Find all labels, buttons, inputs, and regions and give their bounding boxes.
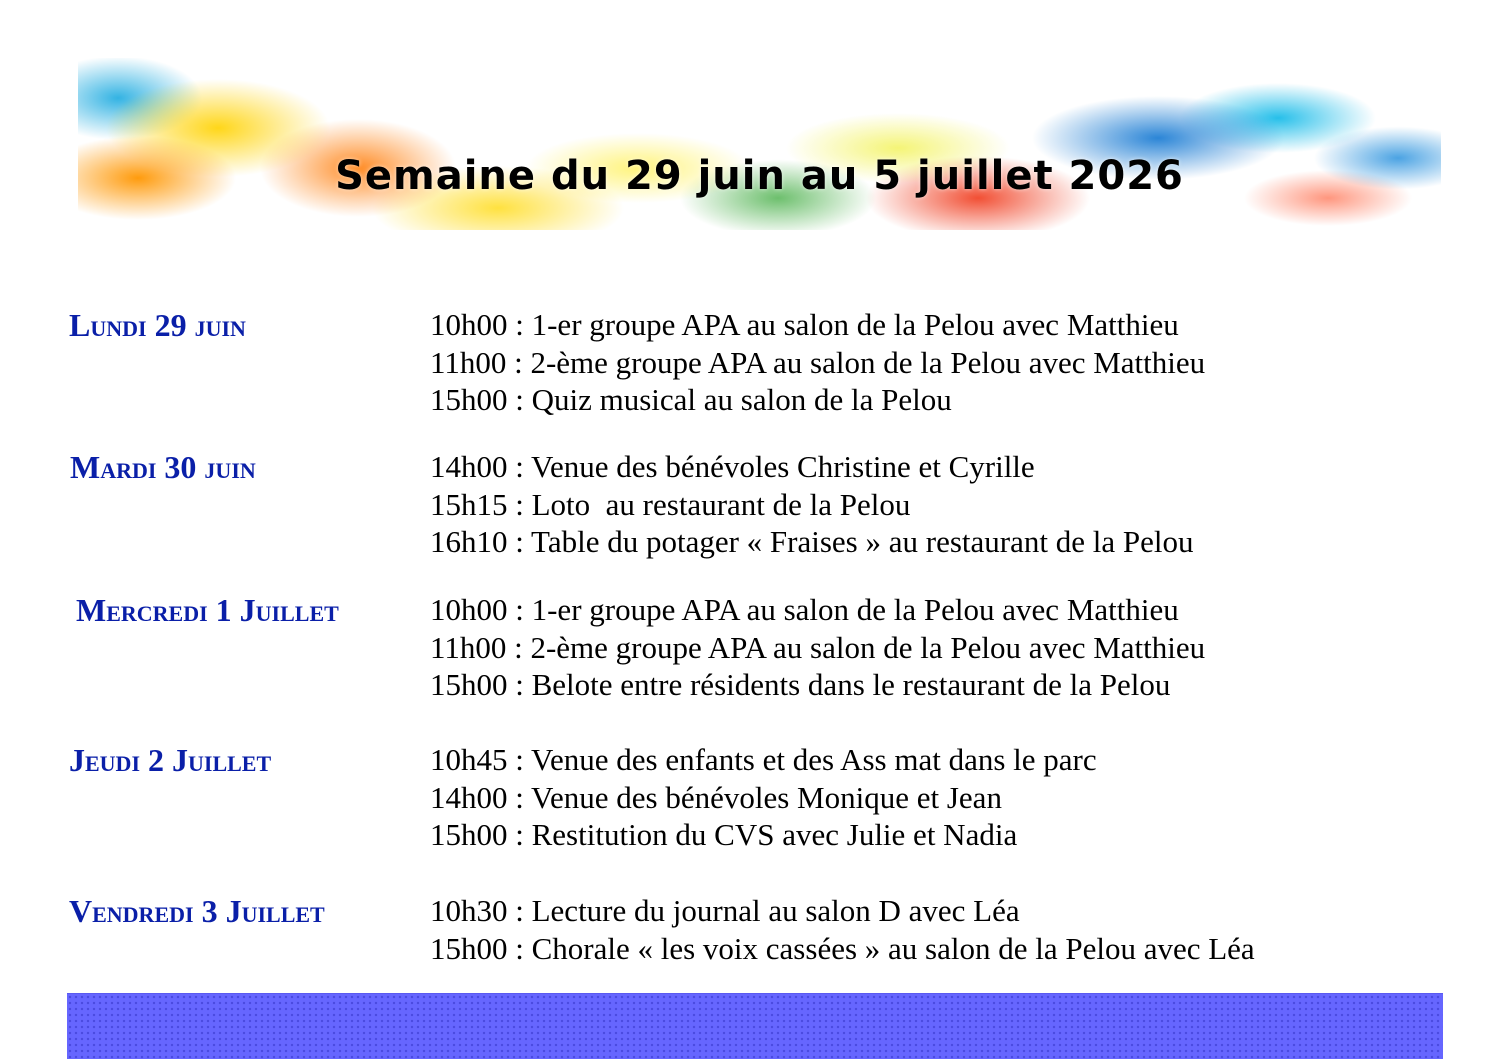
day-label: Vendredi 3 Juillet (69, 893, 325, 929)
event-item: 11h00 : 2-ème groupe APA au salon de la Pelou avec Matthieu (430, 344, 1206, 380)
event-item: 10h30 : Lecture du journal au salon D avec Léa (430, 893, 1020, 928)
event-list (430, 741, 1097, 854)
day-label: Jeudi 2 Juillet (69, 742, 272, 778)
event-list (430, 892, 1255, 967)
event-item: 15h00 : Quiz musical au salon de la Pelou (430, 382, 952, 417)
event-item: 15h00 : Chorale « les voix cassées » au salon de la Pelou avec Léa (430, 930, 1255, 966)
event-list (430, 448, 1193, 561)
event-item: 16h10 : Table du potager « Fraises » au restaurant de la Pelou (430, 524, 1194, 559)
event-item: 15h00 : Restitution du CVS avec Julie et Nadia (430, 817, 1018, 852)
day-label: Mercredi 1 Juillet (76, 592, 339, 628)
header-banner (78, 58, 1441, 230)
event-item: 10h00 : 1-er groupe APA au salon de la Pelou avec Matthieu (430, 307, 1179, 342)
page-title: Semaine du 29 juin au 5 juillet 2026 (335, 153, 1184, 199)
footer-band (67, 993, 1443, 1059)
event-item: 15h15 : Loto au restaurant de la Pelou (430, 486, 911, 522)
event-item: 15h00 : Belote entre résidents dans le restaurant de la Pelou (430, 667, 1171, 702)
event-list (430, 306, 1205, 419)
event-item: 14h00 : Venue des bénévoles Christine et Cyrille (430, 449, 1035, 484)
event-list (430, 591, 1205, 704)
event-item: 14h00 : Venue des bénévoles Monique et Jean (430, 779, 1002, 815)
day-label: Lundi 29 juin (69, 307, 246, 343)
day-label: Mardi 30 juin (70, 449, 256, 485)
event-item: 11h00 : 2-ème groupe APA au salon de la Pelou avec Matthieu (430, 629, 1206, 665)
event-item: 10h00 : 1-er groupe APA au salon de la Pelou avec Matthieu (430, 592, 1179, 627)
event-item: 10h45 : Venue des enfants et des Ass mat dans le parc (430, 742, 1097, 777)
